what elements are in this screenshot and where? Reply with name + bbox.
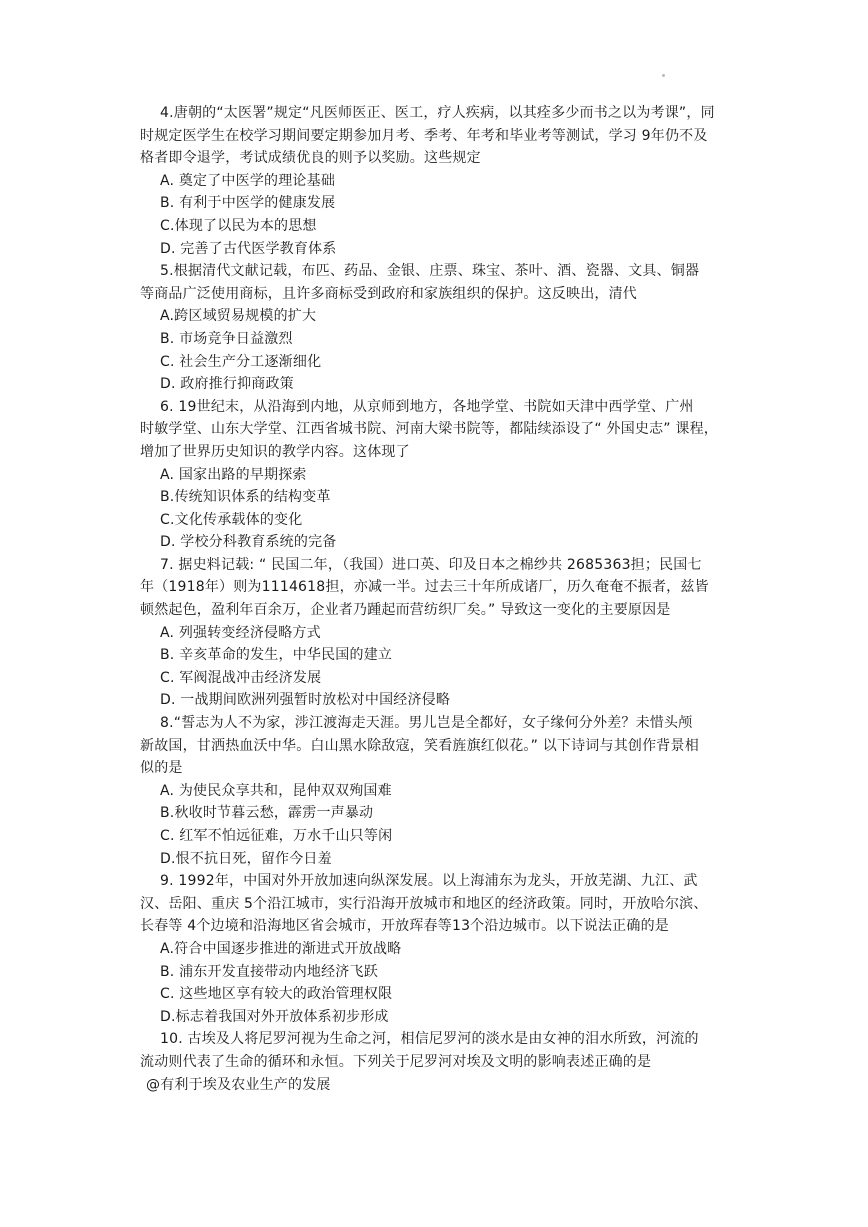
answer-option: D. 完善了古代医学教育体系 (160, 240, 337, 257)
answer-option: D. 一战期间欧洲列强暂时放松对中国经济侵略 (160, 692, 451, 709)
question-stem-line: 时规定医学生在校学习期间要定期参加月考、季考、年考和毕业考等测试，学习 9年仍不及 (140, 127, 708, 144)
question-block (140, 870, 740, 1028)
question-stem-first-line: 9. 1992年，中国对外开放加速向纵深发展。以上海浦东为龙头，开放芜湖、九江、武 (160, 873, 698, 890)
answer-option: D. 政府推行抑商政策 (160, 376, 294, 393)
question-block (140, 396, 740, 554)
answer-option: A. 奠定了中医学的理论基础 (160, 172, 336, 189)
question-stem-line: 时敏学堂、山东大学堂、江西省城书院、河南大梁书院等，都陆续添设了“ 外国史志” 课程， (140, 421, 719, 438)
answer-option: B. 浦东开发直接带动内地经济飞跃 (160, 963, 378, 980)
question-stem-line: 等商品广泛使用商标，且许多商标受到政府和家族组织的保护。这反映出，清代 (140, 285, 637, 302)
question-stem-line: 顿然起色，盈利年百余万，企业者乃踵起而营纺织厂矣。” 导致这一变化的主要原因是 (140, 602, 671, 619)
question-stem-first-line: 10. 古埃及人将尼罗河视为生命之河，相信尼罗河的淡水是由女神的泪水所致，河流的 (160, 1031, 699, 1048)
answer-option: C. 军阀混战冲击经济发展 (160, 669, 322, 686)
question-stem-line: 新故国，甘洒热血沃中华。白山黑水除敌寇，笑看旌旗红似花。” 以下诗词与其创作背景相 (140, 737, 699, 754)
answer-option: C. 社会生产分工逐渐细化 (160, 353, 322, 370)
question-block (140, 1028, 740, 1096)
question-stem-line: 长春等 4个边境和沿海地区省会城市，开放珲春等13个沿边城市。以下说法正确的是 (140, 918, 669, 935)
answer-option: C.体现了以民为本的思想 (160, 217, 317, 234)
question-stem-line: 增加了世界历史知识的教学内容。这体现了 (140, 443, 410, 460)
question-stem-line: 似的是 (140, 760, 183, 777)
scan-speck (662, 74, 665, 77)
question-stem-line: 流动则代表了生命的循环和永恒。下列关于尼罗河对埃及文明的影响表述正确的是 (140, 1053, 652, 1070)
answer-option: B. 市场竞争日益激烈 (160, 330, 293, 347)
question-stem-first-line: 4.唐朝的“太医署”规定“凡医师医正、医工，疗人疾病，以其痊多少而书之以为考课”，同 (160, 105, 715, 121)
answer-option: B.秋收时节暮云愁，霹雳一声暴动 (160, 805, 374, 822)
answer-option: A. 列强转变经济侵略方式 (160, 624, 321, 641)
answer-option: D.标志着我国对外开放体系初步形成 (160, 1008, 389, 1025)
answer-option: @有利于埃及农业生产的发展 (146, 1076, 331, 1093)
answer-option: A. 国家出路的早期探索 (160, 466, 307, 483)
answer-option: A.符合中国逐步推进的渐进式开放战略 (160, 940, 402, 957)
question-block (140, 712, 740, 870)
answer-option: C. 这些地区享有较大的政治管理权限 (160, 986, 393, 1003)
answer-option: B.传统知识体系的结构变革 (160, 489, 331, 506)
question-stem-line: 年（1918年）则为1114618担，亦减一半。过去三十年所成诸厂，历久奄奄不振者，兹皆 (140, 579, 709, 596)
question-list (140, 102, 740, 1096)
answer-option: B. 辛亥革命的发生，中华民国的建立 (160, 647, 393, 664)
answer-option: C. 红军不怕远征难，万水千山只等闲 (160, 828, 393, 844)
answer-option: B. 有利于中医学的健康发展 (160, 195, 336, 212)
answer-option: C.文化传承载体的变化 (160, 511, 303, 528)
question-stem-first-line: 7. 据史料记载: “ 民国二年，（我国）进口英、印及日本之棉纱共 2685363担；民国七 (160, 556, 702, 573)
question-block (140, 554, 740, 712)
question-stem-first-line: 6. 19世纪末，从沿海到内地，从京师到地方，各地学堂、书院如天津中西学堂、广州 (160, 398, 694, 415)
question-block (140, 102, 740, 260)
answer-option: A.跨区域贸易规模的扩大 (160, 308, 317, 325)
question-stem-first-line: 5.根据清代文献记载，布匹、药品、金银、庄票、珠宝、茶叶、酒、瓷器、文具、铜器 (160, 263, 700, 280)
question-block (140, 260, 740, 396)
question-stem-first-line: 8.“誓志为人不为家，涉江渡海走天涯。男儿岂是全都好，女子缘何分外差？未惜头颅 (160, 715, 693, 732)
question-stem-line: 汉、岳阳、重庆 5个沿江城市，实行沿海开放城市和地区的经济政策。同时，开放哈尔滨、 (140, 895, 708, 912)
answer-option: D. 学校分科教育系统的完备 (160, 534, 337, 551)
question-stem-line: 格者即令退学，考试成绩优良的则予以奖励。这些规定 (140, 150, 481, 167)
answer-option: A. 为使民众享共和，昆仲双双殉国难 (160, 782, 392, 799)
answer-option: D.恨不抗日死，留作今日羞 (160, 850, 332, 867)
